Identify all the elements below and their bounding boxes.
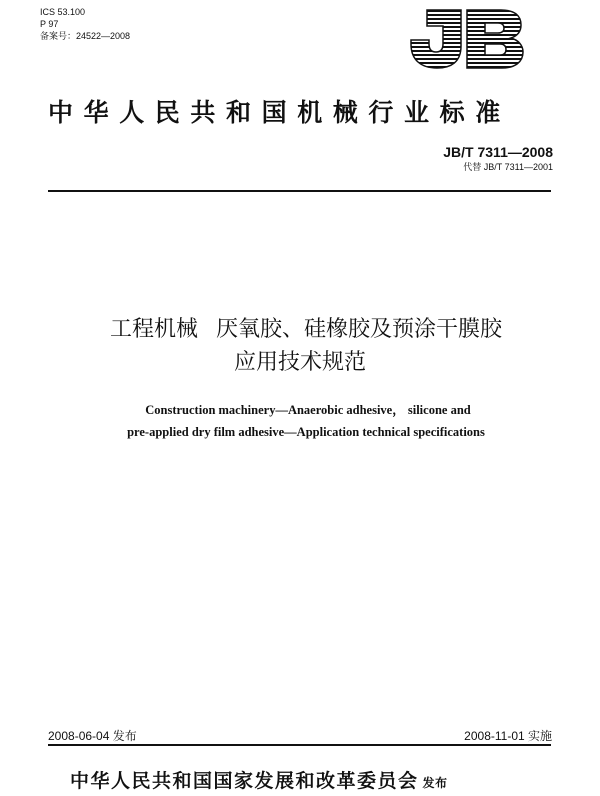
footer-divider: [48, 744, 551, 746]
standard-number: JB/T 7311—2008: [443, 144, 553, 160]
class-code: P 97: [40, 19, 59, 29]
publisher-line: [70, 766, 448, 793]
english-title-line-1: Construction machinery—Anaerobic adhesive， silicone and: [145, 403, 471, 417]
chinese-title-line-2: 应用技术规范: [233, 350, 366, 375]
chinese-title-line-1: [6, 312, 600, 343]
replaces-standard: 代替 JB/T 7311—2001: [463, 162, 553, 172]
publisher-suffix: 发布: [422, 776, 448, 790]
chinese-title-part-b: 厌氧胶、硅橡胶及预涂干膜胶: [216, 317, 503, 342]
ics-code: ICS 53.100: [40, 7, 86, 17]
classification-block: [40, 6, 130, 42]
header-divider: [48, 190, 551, 192]
record-number: 备案号：24522—2008: [40, 31, 131, 41]
standard-type-title: 中华人民共和国机械行业标准: [48, 98, 511, 127]
issue-date: 2008-06-04 发布: [48, 729, 137, 743]
english-title-line-2: pre-applied dry film adhesive—Application technical specifications: [127, 425, 485, 439]
effective-date: 2008-11-01 实施: [464, 729, 552, 743]
logo-text: JB: [405, 6, 406, 7]
standard-code-block: [443, 143, 553, 174]
publisher-name: 中华人民共和国国家发展和改革委员会: [70, 770, 419, 792]
jb-logo: [405, 6, 527, 70]
chinese-title-part-a: 工程机械: [109, 317, 198, 342]
